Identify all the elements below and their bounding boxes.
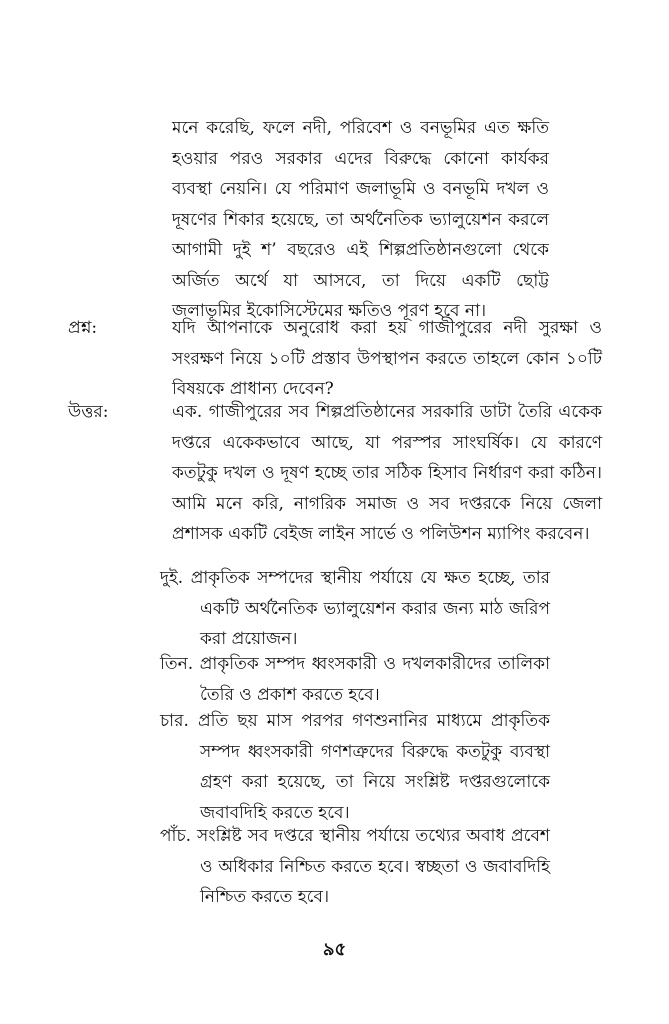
question-block	[68, 313, 602, 405]
item-text: সংশ্লিষ্ট সব দপ্তরে স্থানীয় পর্যায়ে তথ্যের অবাধ প্রবেশ ও অধিকার নিশ্চিত করতে হবে। স্বচ্ছতা ও জবাবদিহি নিশ্চিত করতে হবে।	[197, 826, 550, 907]
list-item	[160, 821, 550, 913]
answer-text: এক. গাজীপুরের সব শিল্পপ্রতিষ্ঠানের সরকারি ডাটা তৈরি একেক দপ্তরে একেকভাবে আছে, যা পরস্পর সাংঘর্ষিক। যে কারণে কতটুকু দখল ও দূষণ হচ্ছে তার সঠিক হিসাব নির্ধারণ করা কঠিন। আমি মনে করি, নাগরিক সমাজ ও সব দপ্তরকে নিয়ে জেলা প্রশাসক একটি বেইজ লাইন সার্ভে ও পলিউশন ম্যাপিং করবেন।	[172, 402, 602, 544]
page-number: ৯৫	[322, 939, 347, 960]
item-number: পাঁচ.	[160, 826, 192, 846]
item-text: প্রতি ছয় মাস পরপর গণশুনানির মাধ্যমে প্রাকৃতিক সম্পদ ধ্বংসকারী গণশত্রুদের বিরুদ্ধে কতটুকু ব্যবস্থা গ্রহণ করা হয়েছে, তা নিয়ে সংশ্লিষ্ট দপ্তরগুলোকে জবাবদিহি করতে হবে।	[197, 711, 550, 823]
question-label: প্রশ্ন:	[68, 318, 98, 338]
item-number: দুই.	[160, 568, 184, 588]
list-item	[160, 563, 550, 655]
item-number: চার.	[160, 711, 189, 731]
item-text: প্রাকৃতিক সম্পদের স্থানীয় পর্যায়ে যে ক্ষত হচ্ছে, তার একটি অর্থনৈতিক ভ্যালুয়েশন করার জন্য মাঠ জরিপ করা প্রয়োজন।	[190, 568, 550, 649]
list-item	[160, 649, 550, 710]
list-item	[160, 706, 550, 828]
item-number: তিন.	[160, 654, 194, 674]
question-text: যদি আপনাকে অনুরোধ করা হয় গাজীপুরের নদী সুরক্ষা ও সংরক্ষণ নিয়ে ১০টি প্রস্তাব উপস্থাপন করতে তাহলে কোন ১০টি বিষয়কে প্রাধান্য দেবেন?	[172, 318, 602, 399]
answer-label: উত্তর:	[68, 402, 109, 422]
item-text: প্রাকৃতিক সম্পদ ধ্বংসকারী ও দখলকারীদের তালিকা তৈরি ও প্রকাশ করতে হবে।	[199, 654, 550, 705]
intro-paragraph: মনে করেছি, ফলে নদী, পরিবেশ ও বনভূমির এত ক্ষতি হওয়ার পরও সরকার এদের বিরুদ্ধে কোনো কার্যকর ব্যবস্থা নেয়নি। যে পরিমাণ জলাভূমি ও বনভূমি দখল ও দূষণের শিকার হয়েছে, তা অর্থনৈতিক ভ্যালুয়েশন করলে আগামী দুই শ’ বছরেও এই শিল্পপ্রতিষ্ঠানগুলো থেকে অর্জিত অর্থে যা আসবে, তা দিয়ে একটি ছোট্ট জলাভূমির ইকোসিস্টেমের ক্ষতিও পূরণ হবে না।	[172, 118, 549, 321]
answer-block	[68, 397, 602, 550]
